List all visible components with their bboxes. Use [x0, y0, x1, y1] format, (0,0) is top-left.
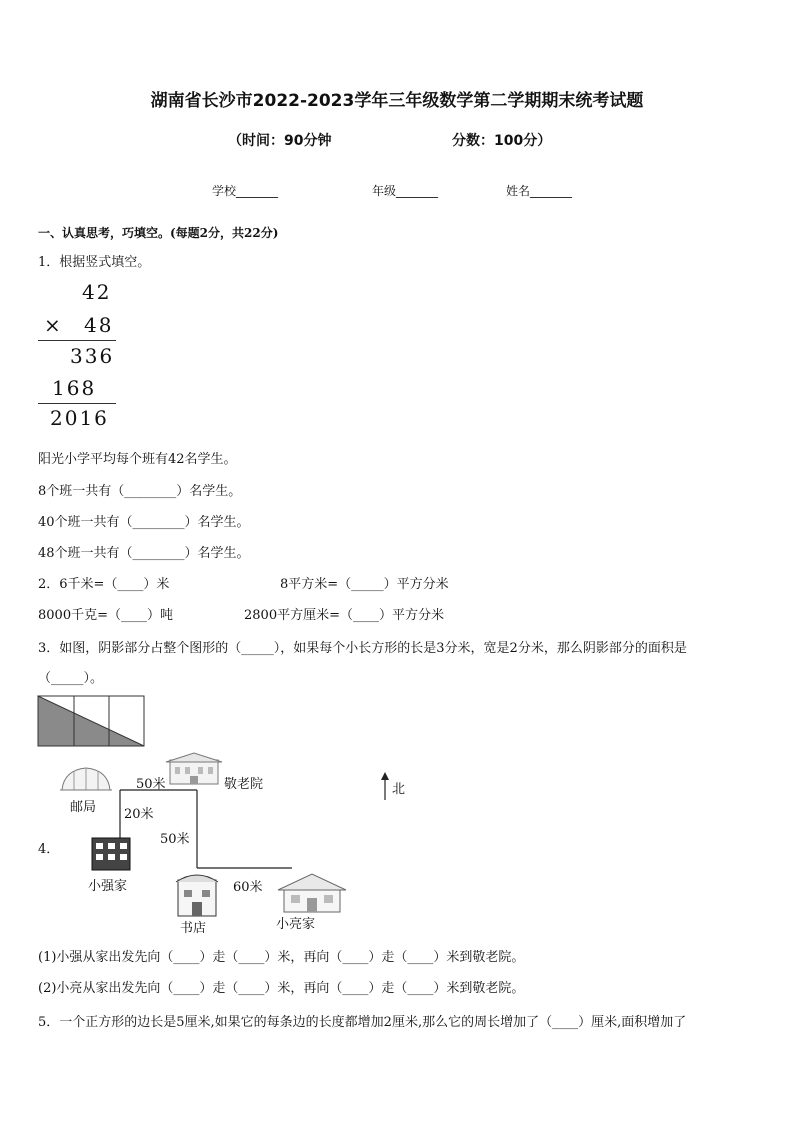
label-north: 北	[392, 782, 406, 797]
q2-item-4[interactable]: 2800平方厘米=（____）平方分米	[244, 608, 444, 623]
q3-line-2[interactable]: （_____）。	[38, 671, 104, 686]
q1-blank-2[interactable]: 40个班一共有（________）名学生。	[38, 515, 250, 530]
calc-partial-2: 168	[52, 376, 97, 400]
calc-rule-2	[38, 403, 116, 404]
q1-blank-1[interactable]: 8个班一共有（________）名学生。	[38, 484, 242, 499]
q2-item-3[interactable]: 8000千克=（____）吨	[38, 608, 173, 623]
q1-label: 1．根据竖式填空。	[38, 255, 151, 270]
post-office-icon	[60, 768, 112, 790]
exam-time: （时间：90分钟	[228, 133, 332, 149]
shaded-triangle	[38, 696, 144, 746]
calc-second: 48	[84, 313, 114, 337]
xiaoliang-home-icon	[278, 874, 346, 912]
label-xiaoqiang-home: 小强家	[88, 879, 128, 894]
q2-item-2[interactable]: 8平方米=（_____）平方分米	[280, 577, 449, 592]
calc-partial-1: 336	[70, 344, 115, 368]
label-xiaoliang-home: 小亮家	[276, 917, 316, 932]
label-60m: 60米	[233, 880, 263, 895]
q2-item-1[interactable]: 2．6千米=（____）米	[38, 577, 170, 592]
calc-top: 42	[82, 280, 112, 304]
bookstore-icon	[176, 875, 218, 916]
calc-times-sign: ×	[44, 313, 63, 337]
xiaoqiang-home-icon	[92, 838, 130, 870]
label-50m-mid: 50米	[160, 832, 190, 847]
q4-line-2[interactable]: (2)小亮从家出发先向（____）走（____）米，再向（____）走（____）米到敬老院。	[38, 981, 525, 996]
q1-blank-3[interactable]: 48个班一共有（________）名学生。	[38, 546, 250, 561]
name-field[interactable]: 姓名_______	[506, 184, 573, 198]
calc-rule-1	[38, 340, 116, 341]
school-field[interactable]: 学校_______	[212, 184, 279, 198]
label-nursing-home: 敬老院	[224, 777, 264, 792]
grade-field[interactable]: 年级_______	[372, 184, 439, 198]
q4-number: 4．	[38, 842, 60, 857]
q1-context: 阳光小学平均每个班有42名学生。	[38, 452, 237, 467]
calc-result: 2016	[50, 406, 109, 430]
section-heading: 一、认真思考，巧填空。(每题2分，共22分)	[38, 226, 279, 240]
page-title: 湖南省长沙市2022-2023学年三年级数学第二学期期末统考试题	[150, 91, 644, 111]
exam-score: 分数：100分）	[452, 133, 552, 149]
north-arrow-icon	[381, 772, 389, 800]
nursing-home-icon	[166, 753, 222, 784]
label-20m: 20米	[124, 807, 154, 822]
rectangle-figure	[37, 695, 147, 749]
label-post-office: 邮局	[70, 800, 97, 815]
q5-line[interactable]: 5．一个正方形的边长是5厘米,如果它的每条边的长度都增加2厘米,那么它的周长增加了（____）厘米,面积增加了	[38, 1015, 687, 1030]
label-bookstore: 书店	[180, 921, 207, 936]
q4-line-1[interactable]: (1)小强从家出发先向（____）走（____）米，再向（____）走（____）米到敬老院。	[38, 950, 525, 965]
q3-line-1[interactable]: 3．如图，阴影部分占整个图形的（_____），如果每个小长方形的长是3分米，宽是2分米，那么阴影部分的面积是	[38, 641, 687, 656]
label-50m-top: 50米	[136, 777, 166, 792]
